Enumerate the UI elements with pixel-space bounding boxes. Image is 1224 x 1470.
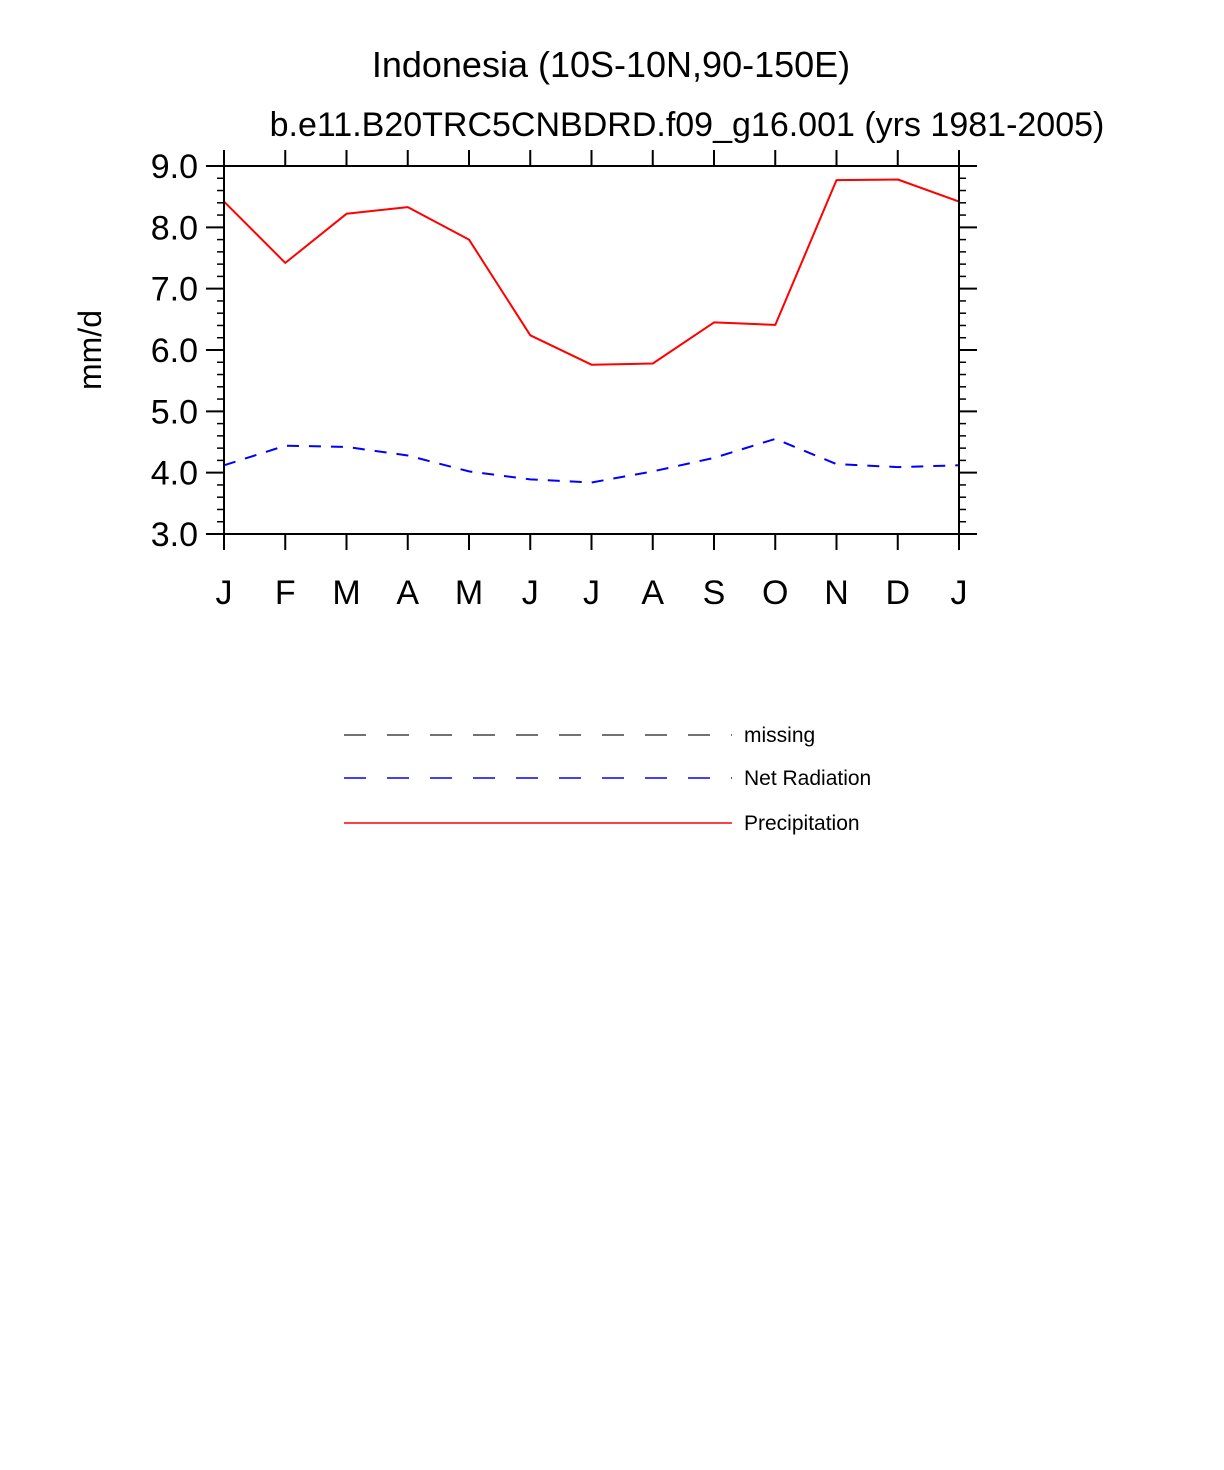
legend-label: Precipitation bbox=[744, 812, 860, 835]
series-lines bbox=[224, 180, 959, 483]
axis-ticks bbox=[206, 150, 977, 550]
legend-label: missing bbox=[744, 724, 816, 747]
x-tick-label: M bbox=[454, 574, 484, 612]
series-line-net-radiation bbox=[224, 439, 959, 483]
y-tick-label: 5.0 bbox=[150, 393, 198, 432]
series-line-precipitation bbox=[224, 180, 959, 365]
x-tick-label: F bbox=[274, 574, 296, 612]
y-tick-label: 7.0 bbox=[150, 270, 198, 309]
y-axis-label: mm/d bbox=[72, 310, 108, 390]
chart-title: Indonesia (10S-10N,90-150E) bbox=[371, 44, 851, 85]
x-tick-label: J bbox=[521, 574, 539, 612]
x-tick-label: J bbox=[215, 574, 233, 612]
y-tick-label: 8.0 bbox=[150, 209, 198, 248]
x-tick-label: S bbox=[702, 574, 726, 612]
legend bbox=[344, 724, 871, 835]
plot-frame bbox=[224, 166, 959, 534]
y-tick-label: 9.0 bbox=[150, 148, 198, 186]
x-tick-label: M bbox=[332, 574, 361, 612]
x-tick-label: A bbox=[641, 574, 665, 612]
x-tick-label: N bbox=[824, 574, 849, 612]
x-tick-label: A bbox=[396, 574, 420, 612]
legend-label: Net Radiation bbox=[744, 767, 872, 790]
y-tick-label: 3.0 bbox=[150, 516, 198, 554]
y-tick-label: 6.0 bbox=[150, 332, 198, 370]
y-tick-labels bbox=[151, 148, 198, 554]
x-tick-label: J bbox=[950, 574, 968, 612]
x-tick-label: D bbox=[885, 574, 911, 612]
y-tick-label: 4.0 bbox=[150, 454, 198, 493]
x-tick-labels bbox=[216, 574, 968, 612]
x-tick-label: O bbox=[762, 574, 789, 612]
x-tick-label: J bbox=[583, 574, 600, 612]
chart-subtitle: b.e11.B20TRC5CNBDRD.f09_g16.001 (yrs 1981-2005) bbox=[269, 106, 1105, 144]
